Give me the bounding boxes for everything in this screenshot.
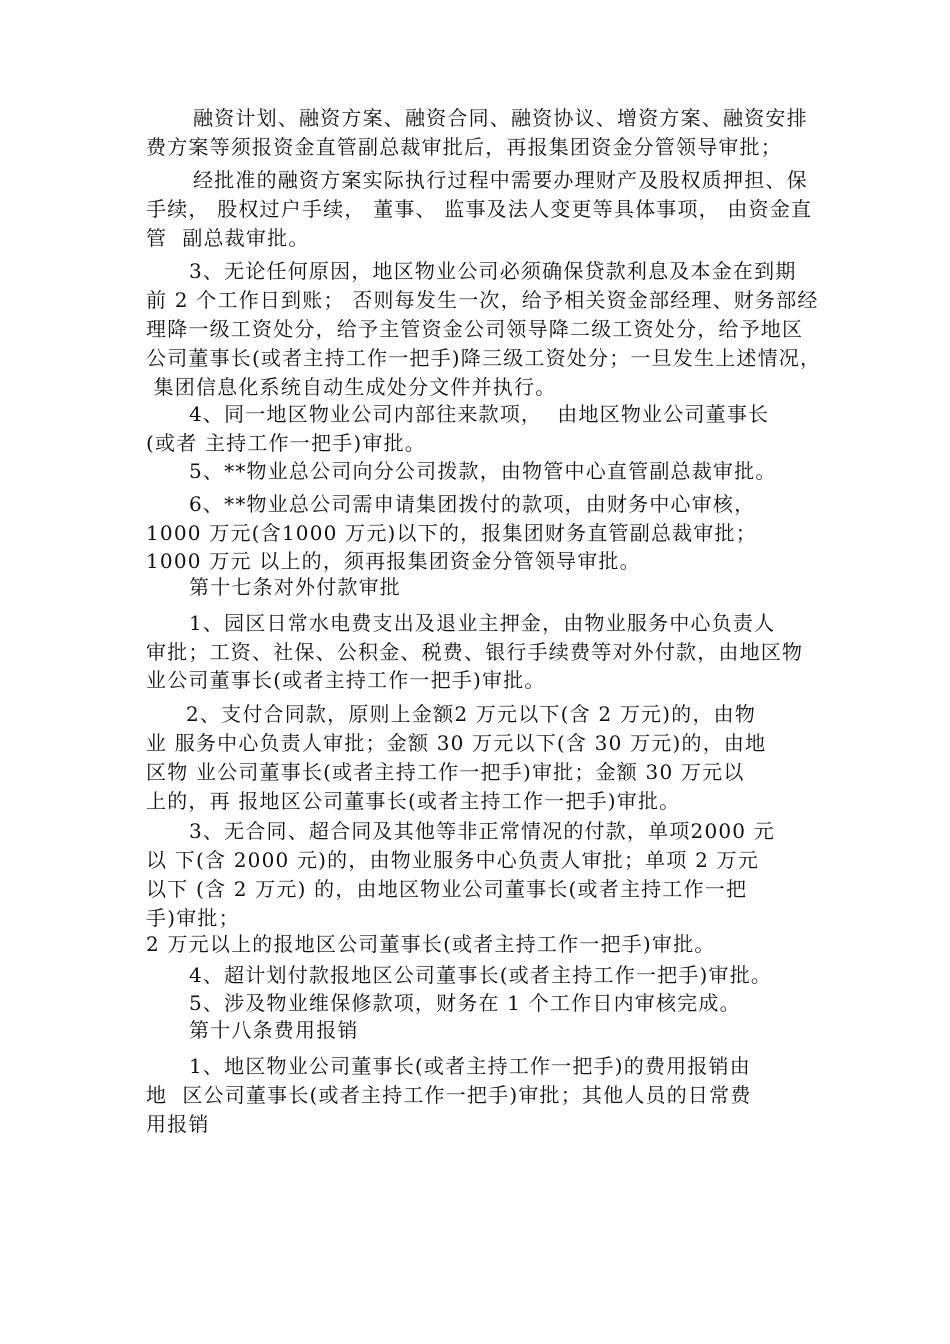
paragraph-line: 手续， 股权过户手续， 董事、 监事及法人变更等具体事项， 由资金直 [146,197,813,221]
paragraph-line: 4、超计划付款报地区公司董事长(或者主持工作一把手)审批。 [189,963,773,987]
paragraph-line: 集团信息化系统自动生成处分文件并执行。 [146,375,557,399]
paragraph-line: 公司董事长(或者主持工作一把手)降三级工资处分；一旦发生上述情况， [146,346,822,370]
paragraph-line: 以 下(含 2000 元)的，由物业服务中心负责人审批；单项 2 万元 [146,848,760,872]
paragraph-line: 费方案等须报资金直管副总裁审批后，再报集团资金分管领导审批； [146,135,782,159]
paragraph-line: 2 万元以上的报地区公司董事长(或者主持工作一把手)审批。 [146,932,716,956]
paragraph-line: 管 副总裁审批。 [146,226,310,250]
paragraph-line: 经批准的融资方案实际执行过程中需要办理财产及股权质押担、保 [193,168,808,192]
paragraph-line: 6、**物业总公司需申请集团拨付的款项，由财务中心审核， [189,492,756,516]
paragraph-line: 2、支付合同款，原则上金额2 万元以下(含 2 万元)的，由物 [186,702,757,726]
section-heading: 第十七条对外付款审批 [189,575,401,599]
paragraph-line: (或者 主持工作一把手)审批。 [146,431,426,455]
section-heading: 第十八条费用报销 [189,1018,359,1042]
paragraph-line: 审批；工资、社保、公积金、税费、银行手续费等对外付款，由地区物 [146,640,804,664]
paragraph-line: 融资计划、融资方案、融资合同、融资协议、增资方案、融资安排 [193,106,808,130]
paragraph-line: 上的，再 报地区公司董事长(或者主持工作一把手)审批。 [146,789,681,813]
paragraph-line: 业公司董事长(或者主持工作一把手)审批。 [146,668,546,692]
paragraph-line: 1、地区物业公司董事长(或者主持工作一把手)的费用报销由 [189,1054,751,1078]
paragraph-line: 1000 万元 以上的，须再报集团资金分管领导审批。 [146,549,641,573]
paragraph-line: 3、无论任何原因，地区物业公司必须确保贷款利息及本金在到期 [189,259,797,283]
paragraph-line: 手)审批； [146,906,240,930]
paragraph-line: 3、无合同、超合同及其他等非正常情况的付款，单项2000 元 [189,819,775,843]
paragraph-line: 业 服务中心负责人审批；金额 30 万元以下(含 30 万元)的，由地 [146,731,767,755]
paragraph-line: 地 区公司董事长(或者主持工作一把手)审批；其他人员的日常费 [146,1083,752,1107]
paragraph-line: 以下 (含 2 万元) 的，由地区物业公司董事长(或者主持工作一把 [146,877,748,901]
paragraph-line: 5、**物业总公司向分公司拨款，由物管中心直管副总裁审批。 [189,459,777,483]
paragraph-line: 用报销 [146,1112,210,1136]
paragraph-line: 1000 万元(含1000 万元)以下的，报集团财务直管副总裁审批； [146,521,757,545]
paragraph-line: 1、园区日常水电费支出及退业主押金，由物业服务中心负责人 [189,611,776,635]
paragraph-line: 理降一级工资处分，给予主管资金公司领导降二级工资处分，给予地区 [146,317,804,341]
paragraph-line: 4、同一地区物业公司内部往来款项， 由地区物业公司董事长 [189,402,770,426]
paragraph-line: 前 2 个工作日到账； 否则每发生一次，给予相关资金部经理、财务部经 [146,288,819,312]
paragraph-line: 5、涉及物业维保修款项，财务在 1 个工作日内审核完成。 [189,991,741,1015]
paragraph-line: 区物 业公司董事长(或者主持工作一把手)审批；金额 30 万元以 [146,760,745,784]
